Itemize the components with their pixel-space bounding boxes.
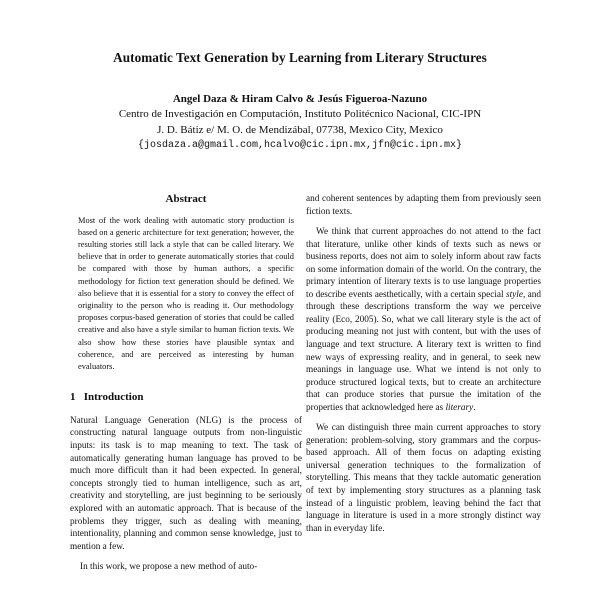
author-emails: {josdaza.a@gmail.com,hcalvo@cic.ipn.mx,jfn@cic.ipn.mx} xyxy=(137,139,463,151)
style-emphasis: style xyxy=(506,289,523,300)
continued-paragraph: and coherent sentences by adapting them from previously seen fiction texts. xyxy=(306,194,541,217)
author-block xyxy=(0,92,600,153)
paragraph-gap xyxy=(70,553,302,561)
abstract-text: Most of the work dealing with automatic story production is based on a generic architecture for text generation; however, the resulting stories still lack a style that can be called literary. We believe that in order to generate automatically stories that could be compared with those by human authors, a specific methodology for fiction text generation should be defined. We also believe that it is essential for a story to convey the effect of originality to the person who is reading it. Our methodology proposes corpus-based generation of stories that could be called creative and also have a style similar to human fiction texts. We also show how these stories have plausible syntax and coherence, and are perceived as interesting by human evaluators. xyxy=(78,215,294,372)
abstract-heading: Abstract xyxy=(165,193,207,205)
introduction-paragraph-1: Natural Language Generation (NLG) is the process of constructing natural language outputs from non-linguistic inputs: its task is to map meaning to text. The task of automatically generating human language has proved to be much more difficult than it had been expected. In general, concepts strongly tied to human intelligence, such as art, creativity and storytelling, are just beginning to be seriously explored with an automatic approach. That is because of the problems they trigger, such as dealing with meaning, intentionality, planning and common sense knowledge, just to mention a few. xyxy=(70,415,302,552)
literature-paragraph xyxy=(306,226,541,414)
literature-text-1: We think that current approaches do not attend to the fact that literature, unlike other kinds of texts such as news or business reports, does not aim to solely inform about raw facts on some information domain of the world. On the contrary, the primary intention of literary texts is to use language properties to describe events aesthetically, with a certain special xyxy=(306,227,541,300)
affiliation-line-1: Centro de Investigación en Computación, Instituto Politécnico Nacional, CIC-IPN xyxy=(118,108,482,121)
left-column xyxy=(70,193,302,574)
introduction-heading: 1 Introduction xyxy=(70,391,144,404)
paragraph-gap xyxy=(306,414,541,422)
introduction-paragraph-2: In this work, we propose a new method of auto- xyxy=(80,562,258,573)
paper-title: Automatic Text Generation by Learning from Literary Structures xyxy=(113,50,487,65)
literary-emphasis: literary xyxy=(445,402,474,413)
affiliation-line-2: J. D. Bátiz e/ M. O. de Mendizábal, 07738, Mexico City, Mexico xyxy=(157,123,443,136)
literature-text-2: , and through these descriptions transform the way we perceive reality (Eco, 2005). So, what we call literary style is the act of producing meaning not just with content, but with the uses of language and text structure. A literary text is written to find new ways of expressing reality, and in general, to seek new meanings in language use. What we intend is not only to produce structured logical texts, but to create an architecture that can produce stories that pursue the imitation of the properties that acknowledged here as xyxy=(306,289,541,413)
author-names: Angel Daza & Hiram Calvo & Jesús Figueroa-Nazuno xyxy=(172,93,428,105)
approaches-paragraph: We can distinguish three main current approaches to story generation: problem-solving, story grammars and the corpus-based approach. All of them focus on adapting existing universal generation techniques to the formalization of storytelling. This means that they tackle automatic generation of text by implementing story structures as a planning task instead of a linguistic problem, leaving behind the fact that language in literature is used in a more strongly distinct way than in everyday life. xyxy=(306,423,541,534)
paragraph-gap xyxy=(306,218,541,226)
right-column xyxy=(306,193,541,535)
literature-text-3: . xyxy=(473,402,476,413)
